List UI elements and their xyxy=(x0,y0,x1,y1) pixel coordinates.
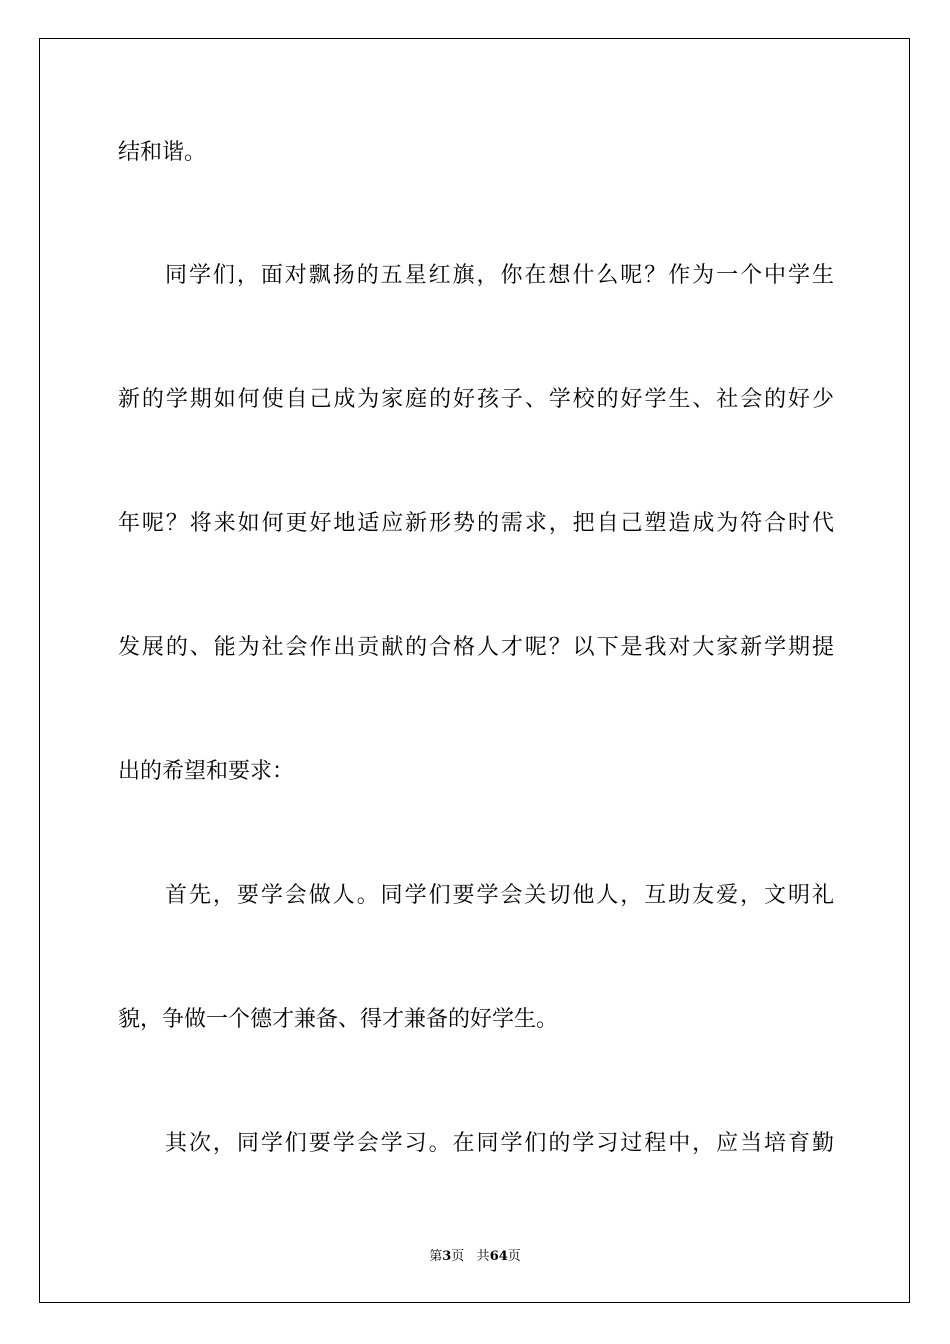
paragraph-start-line: 同学们，面对飘扬的五星红旗，你在想什么呢？作为一个中学生 xyxy=(165,263,834,288)
footer-page-suffix: 页 xyxy=(451,1249,465,1264)
paragraph-start-line: 首先，要学会做人。同学们要学会关切他人，互助友爱，文明礼 xyxy=(165,883,834,908)
text-line: 结和谐。 xyxy=(118,140,207,165)
paragraph-start-line: 其次，同学们要学会学习。在同学们的学习过程中，应当培育勤 xyxy=(165,1131,834,1156)
text-line: 出的希望和要求： xyxy=(118,759,295,784)
footer-page-number: 3 xyxy=(442,1249,452,1264)
text-line: 貌，争做一个德才兼备、得才兼备的好学生。 xyxy=(118,1007,559,1032)
text-line: 新的学期如何使自己成为家庭的好孩子、学校的好学生、社会的好少 xyxy=(118,387,834,412)
text-line: 发展的、能为社会作出贡献的合格人才呢？以下是我对大家新学期提 xyxy=(118,635,834,660)
page-border xyxy=(39,38,910,1303)
text-line: 年呢？将来如何更好地适应新形势的需求，把自己塑造成为符合时代 xyxy=(118,511,834,536)
footer-total-suffix: 页 xyxy=(507,1249,521,1264)
footer-total-pages: 64 xyxy=(489,1249,508,1264)
page-footer xyxy=(0,1249,950,1265)
footer-page-prefix: 第 xyxy=(429,1249,443,1264)
footer-total-prefix: 共 xyxy=(476,1249,490,1264)
